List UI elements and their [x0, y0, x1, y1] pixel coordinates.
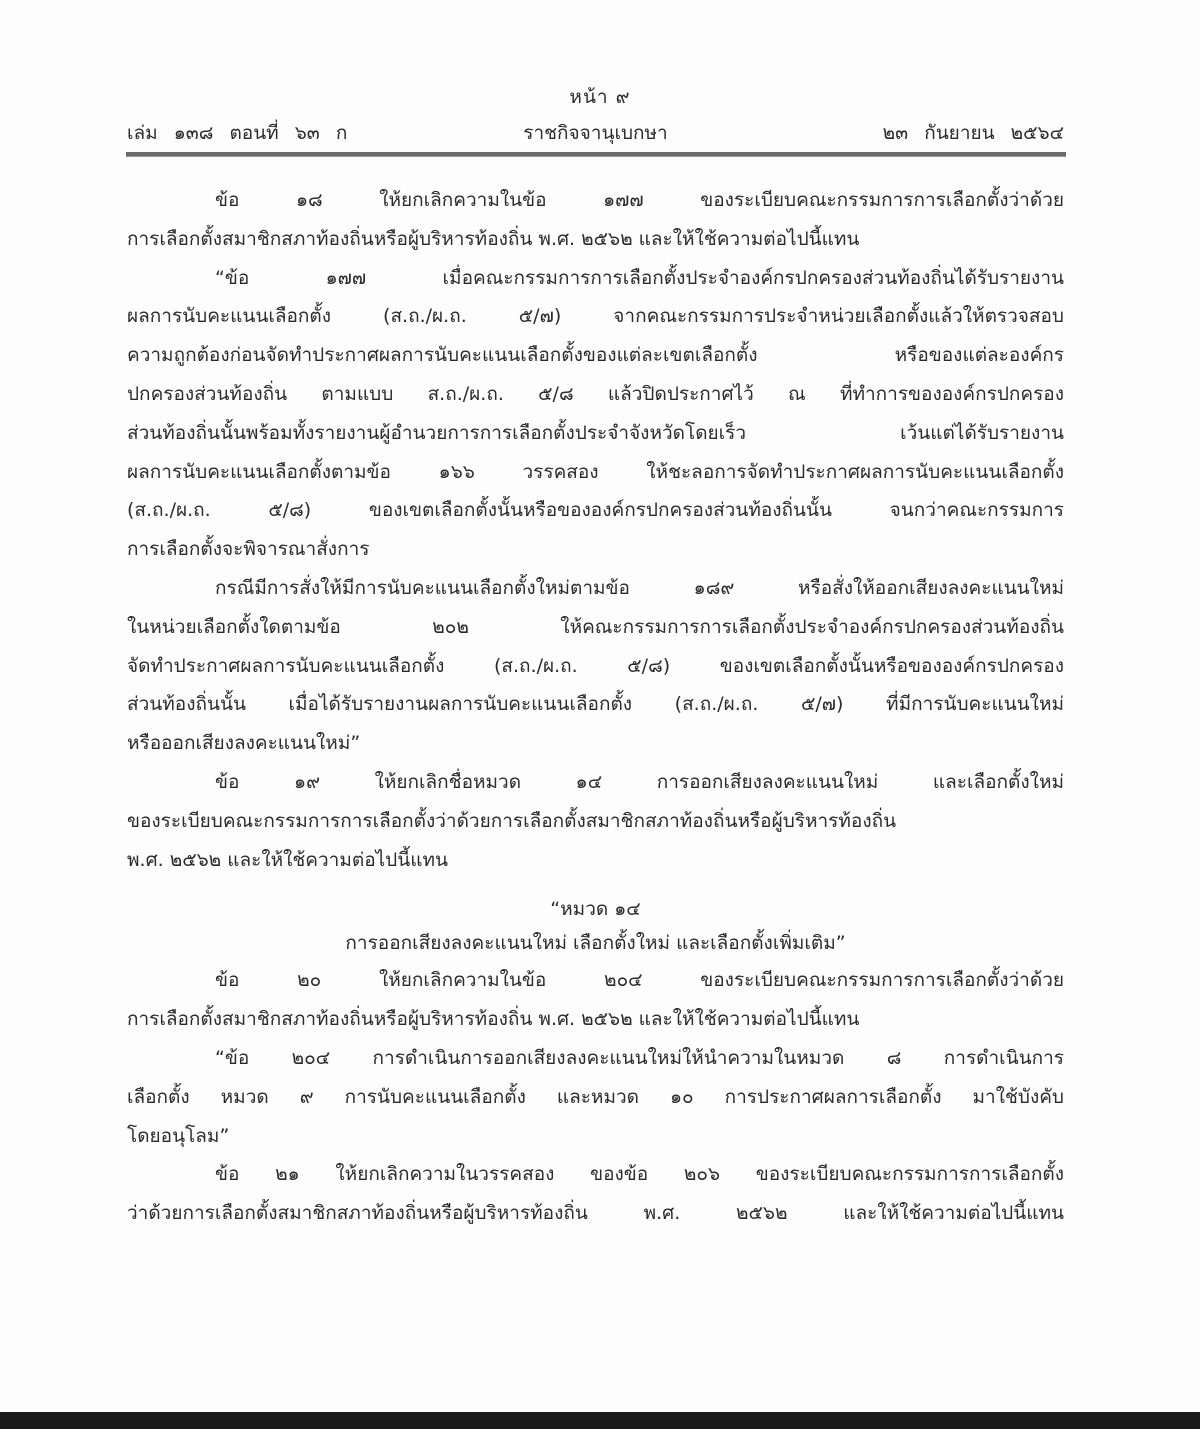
clause-177-para2-line-2: ในหน่วยเลือกตั้งใดตามข้อ ๒๐๒ ให้คณะกรรมการการเลือกตั้งประจำองค์กรปกครองส่วนท้องถิ่น [127, 615, 1064, 638]
document-body [127, 181, 1064, 1233]
clause-177-para2-line-3: จัดทำประกาศผลการนับคะแนนเลือกตั้ง (ส.ถ./ผ.ถ. ๕/๘) ของเขตเลือกตั้งนั้นหรือขององค์กรปกครอง [127, 654, 1064, 677]
publication-date: ๒๓ กันยายน ๒๕๖๔ [882, 122, 1064, 144]
clause-18-line-1: ข้อ ๑๘ ให้ยกเลิกความในข้อ ๑๗๗ ของระเบียบคณะกรรมการการเลือกตั้งว่าด้วย [215, 189, 1064, 211]
clause-177-line-7: (ส.ถ./ผ.ถ. ๕/๘) ของเขตเลือกตั้งนั้นหรือขององค์กรปกครองส่วนท้องถิ่นนั้น จนกว่าคณะกรรมการ [127, 499, 1064, 522]
clause-19-line-1: ข้อ ๑๙ ให้ยกเลิกชื่อหมวด ๑๔ การออกเสียงลงคะแนนใหม่ และเลือกตั้งใหม่ [215, 770, 1064, 793]
clause-177-line-6: ผลการนับคะแนนเลือกตั้งตามข้อ ๑๖๖ วรรคสอง ให้ชะลอการจัดทำประกาศผลการนับคะแนนเลือกตั้ง [127, 460, 1064, 483]
clause-177-para2-line-5: หรือออกเสียงลงคะแนนใหม่” [127, 732, 361, 755]
clause-177-line-2: ผลการนับคะแนนเลือกตั้ง (ส.ถ./ผ.ถ. ๕/๗) จากคณะกรรมการประจำหน่วยเลือกตั้งแล้วให้ตรวจสอบ [127, 305, 1064, 328]
clause-204-line-2: เลือกตั้ง หมวด ๙ การนับคะแนนเลือกตั้ง และหมวด ๑๐ การประกาศผลการเลือกตั้ง มาใช้บังคับ [127, 1085, 1064, 1108]
publication-title: ราชกิจจานุเบกษา [523, 122, 668, 144]
gazette-header [127, 118, 1064, 148]
chapter-14-heading: “หมวด ๑๔ [550, 898, 641, 921]
clause-177-line-1: “ข้อ ๑๗๗ เมื่อคณะกรรมการการเลือกตั้งประจำองค์กรปกครองส่วนท้องถิ่นได้รับรายงาน [215, 266, 1064, 289]
clause-21-line-2: ว่าด้วยการเลือกตั้งสมาชิกสภาท้องถิ่นหรือผู้บริหารท้องถิ่น พ.ศ. ๒๕๖๒ และให้ใช้ความต่อไปนี้แทน [127, 1202, 1064, 1225]
clause-19-line-2: ของระเบียบคณะกรรมการการเลือกตั้งว่าด้วยการเลือกตั้งสมาชิกสภาท้องถิ่นหรือผู้บริหารท้องถิ่น [127, 809, 897, 832]
section-spacer [127, 879, 1064, 893]
chapter-14-title: การออกเสียงลงคะแนนใหม่ เลือกตั้งใหม่ และเลือกตั้งเพิ่มเติม” [345, 932, 846, 955]
clause-20-line-2: การเลือกตั้งสมาชิกสภาท้องถิ่นหรือผู้บริหารท้องถิ่น พ.ศ. ๒๕๖๒ และให้ใช้ความต่อไปนี้แทน [127, 1008, 860, 1031]
clause-177-para2-line-1: กรณีมีการสั่งให้มีการนับคะแนนเลือกตั้งใหม่ตามข้อ ๑๘๙ หรือสั่งให้ออกเสียงลงคะแนนใหม่ [215, 576, 1064, 599]
clause-21-line-1: ข้อ ๒๑ ให้ยกเลิกความในวรรคสอง ของข้อ ๒๐๖ ของระเบียบคณะกรรมการการเลือกตั้ง [215, 1163, 1064, 1186]
volume-issue: เล่ม ๑๓๘ ตอนที่ ๖๓ ก [127, 122, 348, 144]
header-divider [126, 152, 1066, 157]
clause-177-line-4: ปกครองส่วนท้องถิ่น ตามแบบ ส.ถ./ผ.ถ. ๕/๘ แล้วปิดประกาศไว้ ณ ที่ทำการขององค์กรปกครอง [127, 382, 1064, 405]
page-number: หน้า ๙ [569, 86, 631, 108]
bottom-border [0, 1412, 1200, 1429]
clause-177-line-3: ความถูกต้องก่อนจัดทำประกาศผลการนับคะแนนเลือกตั้งของแต่ละเขตเลือกตั้ง หรือของแต่ละองค์กร [127, 344, 1064, 367]
clause-204-line-1: “ข้อ ๒๐๔ การดำเนินการออกเสียงลงคะแนนใหม่ให้นำความในหมวด ๘ การดำเนินการ [215, 1046, 1064, 1069]
clause-177-para2-line-4: ส่วนท้องถิ่นนั้น เมื่อได้รับรายงานผลการนับคะแนนเลือกตั้ง (ส.ถ./ผ.ถ. ๕/๗) ที่มีการนับคะแนนใหม่ [127, 693, 1064, 716]
clause-177-line-8: การเลือกตั้งจะพิจารณาสั่งการ [127, 538, 370, 561]
clause-19-line-3: พ.ศ. ๒๕๖๒ และให้ใช้ความต่อไปนี้แทน [127, 848, 448, 871]
clause-20-line-1: ข้อ ๒๐ ให้ยกเลิกความในข้อ ๒๐๔ ของระเบียบคณะกรรมการการเลือกตั้งว่าด้วย [215, 969, 1064, 992]
clause-18-line-2: การเลือกตั้งสมาชิกสภาท้องถิ่นหรือผู้บริหารท้องถิ่น พ.ศ. ๒๕๖๒ และให้ใช้ความต่อไปนี้แทน [127, 227, 860, 250]
clause-204-line-3: โดยอนุโลม” [127, 1124, 230, 1147]
clause-177-line-5: ส่วนท้องถิ่นนั้นพร้อมทั้งรายงานผู้อำนวยการการเลือกตั้งประจำจังหวัดโดยเร็ว เว้นแต่ได้รับรายงาน [127, 421, 1064, 444]
